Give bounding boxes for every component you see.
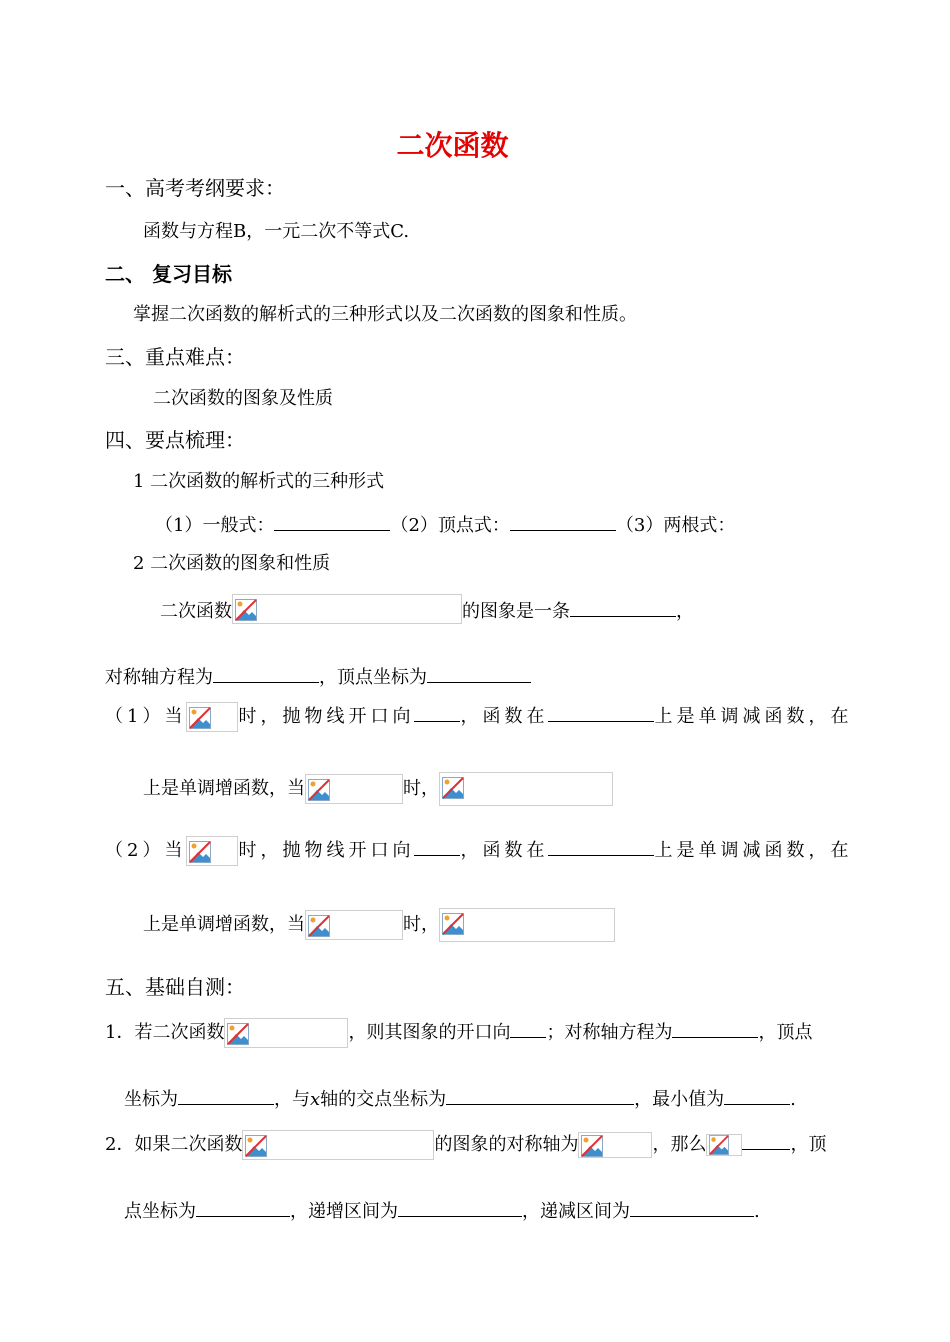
text: 时， [403,914,439,935]
text: ， [676,601,694,622]
formula-image [186,836,238,866]
broken-image-icon [235,599,257,621]
section-4-heading: 四、要点梳理： [105,428,245,452]
question-1-cont [124,1086,796,1112]
text: 上是单调增函数，当 [143,778,305,799]
section-2-heading: 二、 复习目标 [105,262,232,286]
form-general-label: （1）一般式： [155,515,275,536]
question-1-line [105,1018,812,1048]
form-roots-label: （3）两根式： [615,515,736,536]
case-2-line [105,836,852,866]
blank [196,1198,290,1217]
blank [672,1019,758,1038]
broken-image-icon [245,1135,267,1157]
section-1-heading: 一、高考考纲要求： [105,176,285,200]
text: 时， [403,778,439,799]
question-2-line [105,1130,826,1160]
text: 点坐标为 [124,1201,196,1222]
text: ，最小值为 [634,1089,725,1110]
forms-line [155,512,735,538]
item-2: 2 二次函数的图象和性质 [133,553,331,574]
text: 轴的交点坐标为 [320,1089,447,1110]
text: ，顶 [790,1134,827,1155]
text: ，函数在 [460,840,549,861]
broken-image-icon [308,915,330,937]
text: 1．若二次函数 [105,1022,225,1043]
text: 对称轴方程为 [105,667,213,688]
text: ，则其图象的开口向 [348,1022,511,1043]
text: ，那么 [652,1134,707,1155]
broken-image-icon [442,777,464,799]
formula-image [224,1018,348,1048]
case-1-line [105,702,852,732]
text: 的图象的对称轴为 [434,1134,579,1155]
broken-image-icon [189,707,211,729]
text: ；对称轴方程为 [546,1022,673,1043]
formula-image [242,1130,434,1160]
blank [510,1019,546,1038]
section-5-heading: 五、基础自测： [105,975,245,999]
blank [510,512,616,531]
section-3-body: 二次函数的图象及性质 [153,388,333,409]
broken-image-icon [308,779,330,801]
text: 2．如果二次函数 [105,1134,243,1155]
formula-image [186,702,238,732]
broken-image-icon [189,841,211,863]
page-title: 二次函数 [396,129,509,162]
broken-image-icon [227,1023,249,1045]
broken-image-icon [442,913,464,935]
text: 时，抛物线开口向 [238,840,415,861]
formula-image [439,908,615,942]
blank [178,1086,274,1105]
text: ，顶点坐标为 [319,667,427,688]
section-3-heading: 三、重点难点： [105,345,245,369]
formula-image [232,594,462,624]
text: 上是单调减函数，在 [654,706,853,727]
broken-image-icon [709,1135,729,1155]
blank [742,1131,790,1150]
formula-image [706,1134,742,1156]
case-2-cont [143,908,615,942]
blank [414,837,460,856]
text: ，递减区间为 [522,1201,630,1222]
text: ，与 [274,1089,310,1110]
blank [427,664,531,683]
form-vertex-label: （2）顶点式： [390,515,510,536]
text: 二次函数 [160,601,232,622]
blank [446,1086,634,1105]
text: ，函数在 [460,706,549,727]
text: 时，抛物线开口向 [238,706,415,727]
blank [213,664,319,683]
text: （1）当 [105,706,187,727]
item-1: 1 二次函数的解析式的三种形式 [133,471,385,492]
formula-image [578,1132,652,1158]
text: ，递增区间为 [290,1201,398,1222]
blank [724,1086,790,1105]
graph-line [160,598,694,624]
text: ，顶点 [758,1022,813,1043]
question-2-cont [124,1198,760,1224]
axis-line [105,664,531,690]
formula-image [305,910,403,940]
text: 的图象是一条 [462,601,570,622]
var-x: x [310,1089,321,1110]
blank [414,703,460,722]
formula-image [439,772,613,806]
text: 坐标为 [124,1089,178,1110]
blank [630,1198,754,1217]
broken-image-icon [581,1135,603,1157]
blank [548,703,654,722]
blank [398,1198,522,1217]
blank [548,837,654,856]
text: 上是单调减函数，在 [654,840,853,861]
text: （2）当 [105,840,187,861]
case-1-cont [143,772,613,806]
text: . [754,1201,760,1222]
section-1-body: 函数与方程B，一元二次不等式C. [143,221,410,242]
blank [570,598,676,617]
blank [274,512,390,531]
text: 上是单调增函数，当 [143,914,305,935]
formula-image [305,774,403,804]
section-2-body: 掌握二次函数的解析式的三种形式以及二次函数的图象和性质。 [133,304,637,325]
text: . [790,1089,796,1110]
